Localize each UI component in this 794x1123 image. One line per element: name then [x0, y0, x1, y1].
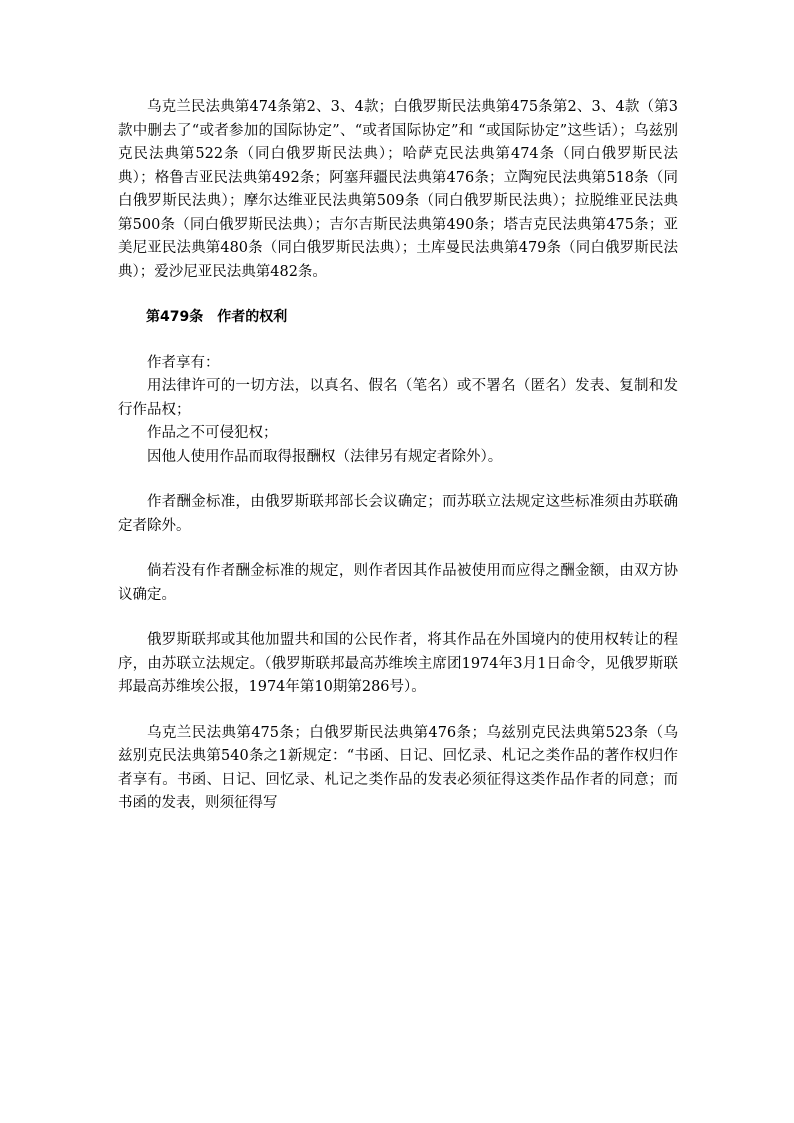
document-page — [118, 96, 678, 816]
paragraph-cross-references: 乌克兰民法典第474条第2、3、4款；白俄罗斯民法典第475条第2、3、4款（第3款中删去了“或者参加的国际协定”、“或者国际协定”和 “或国际协定”这些话）；乌兹别克民法典第522条（同白俄罗斯民法典）；哈萨克民法典第474条（同白俄罗斯民法典）；格鲁吉亚民法典第492条；阿塞拜疆民法典第476条；立陶宛民法典第518条（同白俄罗斯民法典）；摩尔达维亚民法典第509条（同白俄罗斯民法典）；拉脱维亚民法典第500条（同白俄罗斯民法典）；吉尔吉斯民法典第490条；塔吉克民法典第475条；亚美尼亚民法典第480条（同白俄罗斯民法典）；土库曼民法典第479条（同白俄罗斯民法典）；爱沙尼亚民法典第482条。 — [118, 99, 678, 280]
spacer — [118, 538, 678, 560]
paragraph-cross-references-2: 乌克兰民法典第475条；白俄罗斯民法典第476条；乌兹别克民法典第523条（乌兹别克民法典第540条之1新规定：“书函、日记、回忆录、札记之类作品的著作权归作者享有。书函、日记、回忆录、札记之类作品的发表必须征得这类作品作者的同意；而书函的发表，则须征得写 — [118, 724, 678, 811]
spacer — [118, 284, 678, 306]
rights-intro: 作者享有： — [147, 354, 220, 371]
spacer — [118, 330, 678, 352]
article-title: 作者的权利 — [217, 309, 288, 325]
right-item-remuneration: 因他人使用作品而取得报酬权（法律另有规定者除外）。 — [147, 448, 503, 465]
spacer — [118, 607, 678, 629]
paragraph-remuneration-agreement: 倘若没有作者酬金标准的规定，则作者因其作品被使用而应得之酬金额，由双方协议确定。 — [118, 563, 678, 603]
paragraph-foreign-transfer: 俄罗斯联邦或其他加盟共和国的公民作者，将其作品在外国境内的使用权转让的程序，由苏联立法规定。（俄罗斯联邦最高苏维埃主席团1974年3月1日命令，见俄罗斯联邦最高苏维埃公报，1974年第10期第286号）。 — [118, 632, 678, 695]
right-item-publish: 用法律许可的一切方法，以真名、假名（笔名）或不署名（匿名）发表、复制和发行作品权； — [118, 378, 678, 418]
paragraph-remuneration-standard: 作者酬金标准，由俄罗斯联邦部长会议确定；而苏联立法规定这些标准须由苏联确定者除外。 — [118, 494, 678, 534]
spacer — [118, 469, 678, 491]
spacer — [118, 700, 678, 722]
article-number: 第479条 — [146, 309, 204, 325]
right-item-integrity: 作品之不可侵犯权； — [147, 425, 278, 441]
article-heading — [118, 306, 678, 330]
